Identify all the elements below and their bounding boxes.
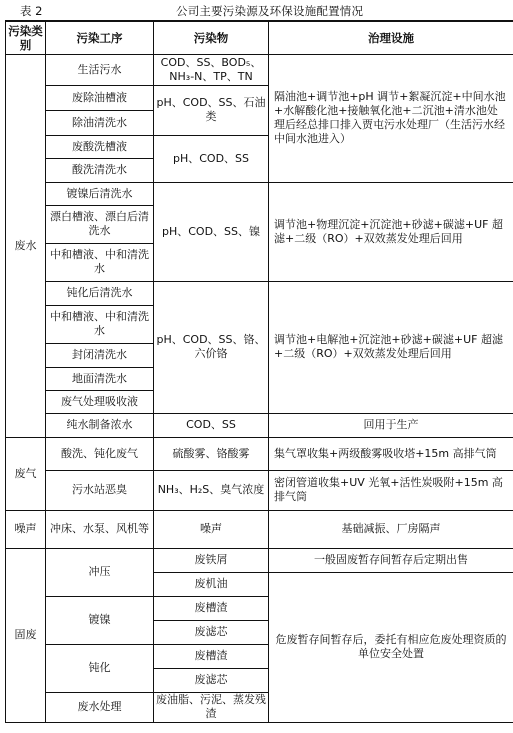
facility-cell: 基础减振、厂房隔声 — [269, 510, 513, 548]
process-cell: 钝化 — [46, 644, 154, 692]
process-cell: 镀镍后清洗水 — [46, 182, 154, 205]
process-cell: 除油清洗水 — [46, 110, 154, 135]
process-cell: 废除油槽液 — [46, 85, 154, 110]
header-process: 污染工序 — [46, 21, 154, 54]
category-cell: 废水 — [6, 54, 46, 437]
table-title: 公司主要污染源及环保设施配置情况 — [176, 4, 364, 18]
pollution-table — [5, 20, 513, 723]
pollutant-cell: 废槽渣 — [154, 644, 269, 668]
table-row — [6, 437, 513, 470]
facility-cell: 回用于生产 — [269, 413, 513, 437]
category-cell: 废气 — [6, 437, 46, 510]
pollutant-cell: pH、COD、SS — [154, 135, 269, 182]
pollutant-cell: 废滤芯 — [154, 620, 269, 644]
facility-cell: 调节池+物理沉淀+沉淀池+砂滤+碳滤+UF 超滤+二级（RO）+双效蒸发处理后回用 — [269, 182, 513, 281]
process-cell: 废水处理 — [46, 692, 154, 722]
process-cell: 冲床、水泵、风机等 — [46, 510, 154, 548]
process-cell: 漂白槽液、漂白后清洗水 — [46, 205, 154, 243]
process-cell: 镀镍 — [46, 596, 154, 644]
pollutant-cell: 废滤芯 — [154, 668, 269, 692]
facility-cell: 危废暂存间暂存后，委托有相应危废处理资质的单位安全处置 — [269, 572, 513, 722]
facility-cell: 密闭管道收集+UV 光氧+活性炭吸附+15m 高排气筒 — [269, 470, 513, 510]
facility-cell: 隔油池+调节池+pH 调节+絮凝沉淀+中间水池+水解酸化池+接触氧化池+二沉池+清水池处理后经总排口排入贾屯污水处理厂（生活污水经中间水池进入） — [269, 54, 513, 182]
header-category: 污染类别 — [6, 21, 46, 54]
pollutant-cell: 硫酸雾、铬酸雾 — [154, 437, 269, 470]
pollutant-cell: 废油脂、污泥、蒸发残渣 — [154, 692, 269, 722]
process-cell: 酸洗、钝化废气 — [46, 437, 154, 470]
header-facility: 治理设施 — [269, 21, 513, 54]
process-cell: 纯水制备浓水 — [46, 413, 154, 437]
process-cell: 酸洗清洗水 — [46, 158, 154, 182]
table-row — [6, 182, 513, 205]
process-cell: 生活污水 — [46, 54, 154, 85]
process-cell: 中和槽液、中和清洗水 — [46, 243, 154, 281]
process-cell: 钝化后清洗水 — [46, 281, 154, 305]
facility-cell: 一般固废暂存间暂存后定期出售 — [269, 548, 513, 572]
table-row — [6, 54, 513, 85]
table-row — [6, 510, 513, 548]
pollutant-cell: pH、COD、SS、镍 — [154, 182, 269, 281]
pollutant-cell: COD、SS — [154, 413, 269, 437]
facility-cell: 调节池+电解池+沉淀池+砂滤+碳滤+UF 超滤+二级（RO）+双效蒸发处理后回用 — [269, 281, 513, 413]
process-cell: 废气处理吸收液 — [46, 390, 154, 413]
category-cell: 噪声 — [6, 510, 46, 548]
pollutant-cell: COD、SS、BOD₅、NH₃-N、TP、TN — [154, 54, 269, 85]
process-cell: 封闭清洗水 — [46, 343, 154, 367]
facility-cell: 集气罩收集+两级酸雾吸收塔+15m 高排气筒 — [269, 437, 513, 470]
header-pollutant: 污染物 — [154, 21, 269, 54]
table-row — [6, 548, 513, 572]
table-caption — [0, 3, 513, 19]
pollutant-cell: pH、COD、SS、铬、六价铬 — [154, 281, 269, 413]
pollutant-cell: 废铁屑 — [154, 548, 269, 572]
process-cell: 废酸洗槽液 — [46, 135, 154, 158]
table-row — [6, 470, 513, 510]
process-cell: 污水站恶臭 — [46, 470, 154, 510]
category-cell: 固废 — [6, 548, 46, 722]
header-row — [6, 21, 513, 54]
table-row — [6, 413, 513, 437]
process-cell: 冲压 — [46, 548, 154, 596]
pollutant-cell: 废槽渣 — [154, 596, 269, 620]
process-cell: 中和槽液、中和清洗水 — [46, 305, 154, 343]
process-cell: 地面清洗水 — [46, 367, 154, 390]
table-row — [6, 281, 513, 305]
pollutant-cell: NH₃、H₂S、臭气浓度 — [154, 470, 269, 510]
table-number: 表 2 — [20, 4, 43, 18]
pollutant-cell: 噪声 — [154, 510, 269, 548]
pollutant-cell: pH、COD、SS、石油类 — [154, 85, 269, 135]
pollutant-cell: 废机油 — [154, 572, 269, 596]
